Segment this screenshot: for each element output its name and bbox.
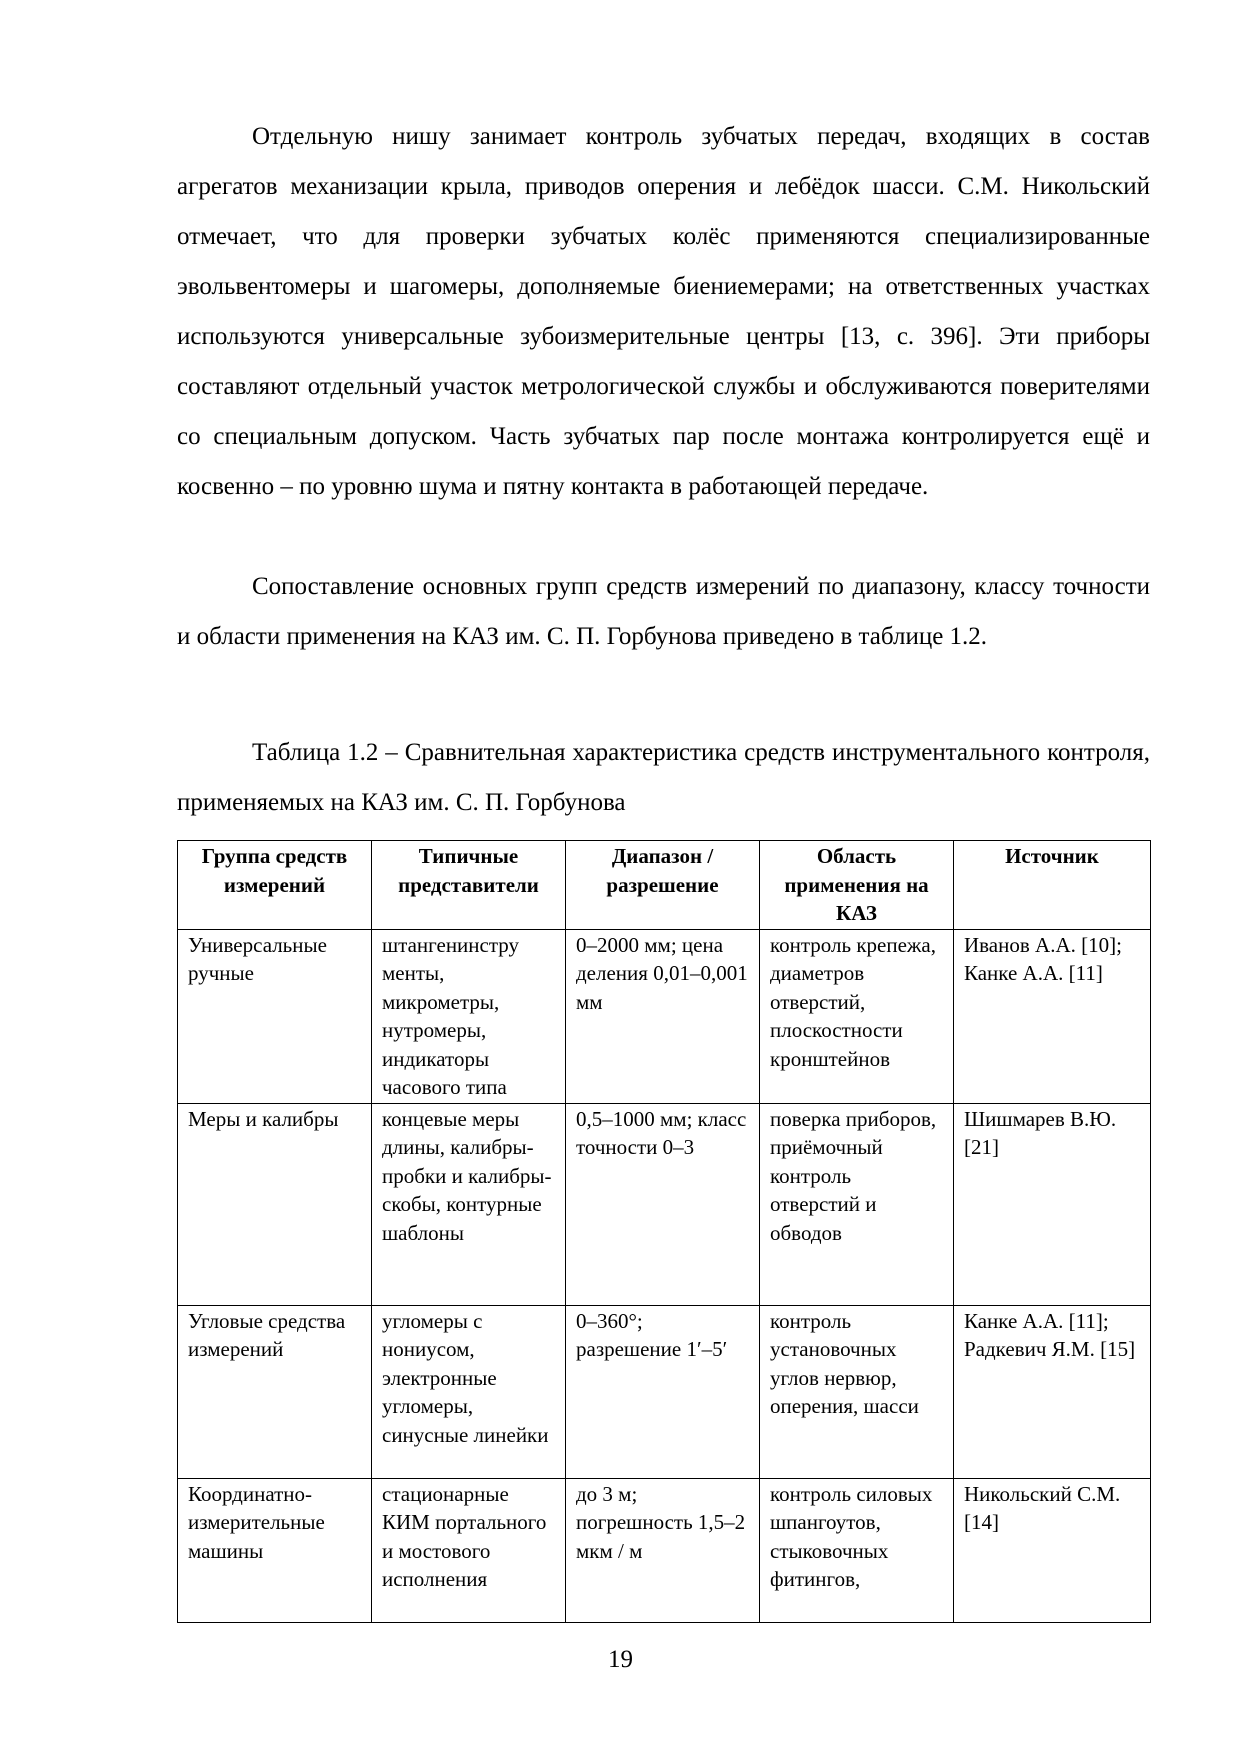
table-cell: контроль силовых шпангоутов, стыковочных фитингов, (760, 1478, 954, 1622)
table-cell: Меры и калибры (178, 1103, 372, 1305)
table-cell: 0–360°; разрешение 1′–5′ (566, 1305, 760, 1478)
body-paragraph-1 (177, 112, 1150, 512)
table-cell: Шишмарев В.Ю. [21] (954, 1103, 1151, 1305)
table-cell: концевые меры длины, калибры-пробки и калибры-скобы, контурные шаблоны (372, 1103, 566, 1305)
table-cell: Угловые средства измерений (178, 1305, 372, 1478)
header-range: Диапазон / разрешение (566, 841, 760, 930)
table-row (178, 1103, 1151, 1305)
page-number: 19 (608, 1646, 633, 1673)
table-cell: Универсальные ручные (178, 929, 372, 1103)
table-row (178, 929, 1151, 1103)
header-group: Группа средств измерений (178, 841, 372, 930)
header-representatives: Типичные представители (372, 841, 566, 930)
paragraph-text: Сопоставление основных групп средств измерений по диапазону, классу точности и области применения на КАЗ им. С. П. Горбунова приведено в таблице 1.2. (177, 573, 1150, 650)
table-cell: угломеры с нониусом, электронные угломеры, синусные линейки (372, 1305, 566, 1478)
table-cell: контроль крепежа, диаметров отверстий, плоскостности кронштейнов (760, 929, 954, 1103)
table-cell: Координатно-измерительные машины (178, 1478, 372, 1622)
table-row (178, 1305, 1151, 1478)
caption-text: Таблица 1.2 – Сравнительная характеристика средств инструментального контроля, применяемых на КАЗ им. С. П. Горбунова (177, 739, 1150, 816)
header-source: Источник (954, 841, 1151, 930)
body-paragraph-2 (177, 562, 1150, 662)
table-cell: штангенинстру менты, микрометры, нутромеры, индикаторы часового типа (372, 929, 566, 1103)
table-row (178, 1478, 1151, 1622)
header-application: Область применения на КАЗ (760, 841, 954, 930)
table-cell: до 3 м; погрешность 1,5–2 мкм / м (566, 1478, 760, 1622)
table-header-row (178, 841, 1151, 930)
table-cell: Иванов А.А. [10]; Канке А.А. [11] (954, 929, 1151, 1103)
table-cell: 0–2000 мм; цена деления 0,01–0,001 мм (566, 929, 760, 1103)
paragraph-text: Отдельную нишу занимает контроль зубчатых передач, входящих в состав агрегатов механизации крыла, приводов оперения и лебёдок шасси. С.М. Никольский отмечает, что для проверки зубчатых колёс применяются специализированные эвольвентомеры и шагомеры, дополняемые биениемерами; на ответственных участках используются универсальные зубоизмерительные центры [13, с. 396]. Эти приборы составляют отдельный участок метрологической службы и обслуживаются поверителями со специальным допуском. Часть зубчатых пар после монтажа контролируется ещё и косвенно – по уровню шума и пятну контакта в работающей передаче. (177, 123, 1150, 500)
table-cell: Никольский С.М. [14] (954, 1478, 1151, 1622)
table-cell: 0,5–1000 мм; класс точности 0–3 (566, 1103, 760, 1305)
table-cell: контроль установочных углов нервюр, оперения, шасси (760, 1305, 954, 1478)
table-cell: стационарные КИМ портального и мостового исполнения (372, 1478, 566, 1622)
table-cell: поверка приборов, приёмочный контроль отверстий и обводов (760, 1103, 954, 1305)
table-cell: Канке А.А. [11]; Радкевич Я.М. [15] (954, 1305, 1151, 1478)
comparison-table (177, 840, 1151, 1623)
table-caption (177, 728, 1150, 828)
